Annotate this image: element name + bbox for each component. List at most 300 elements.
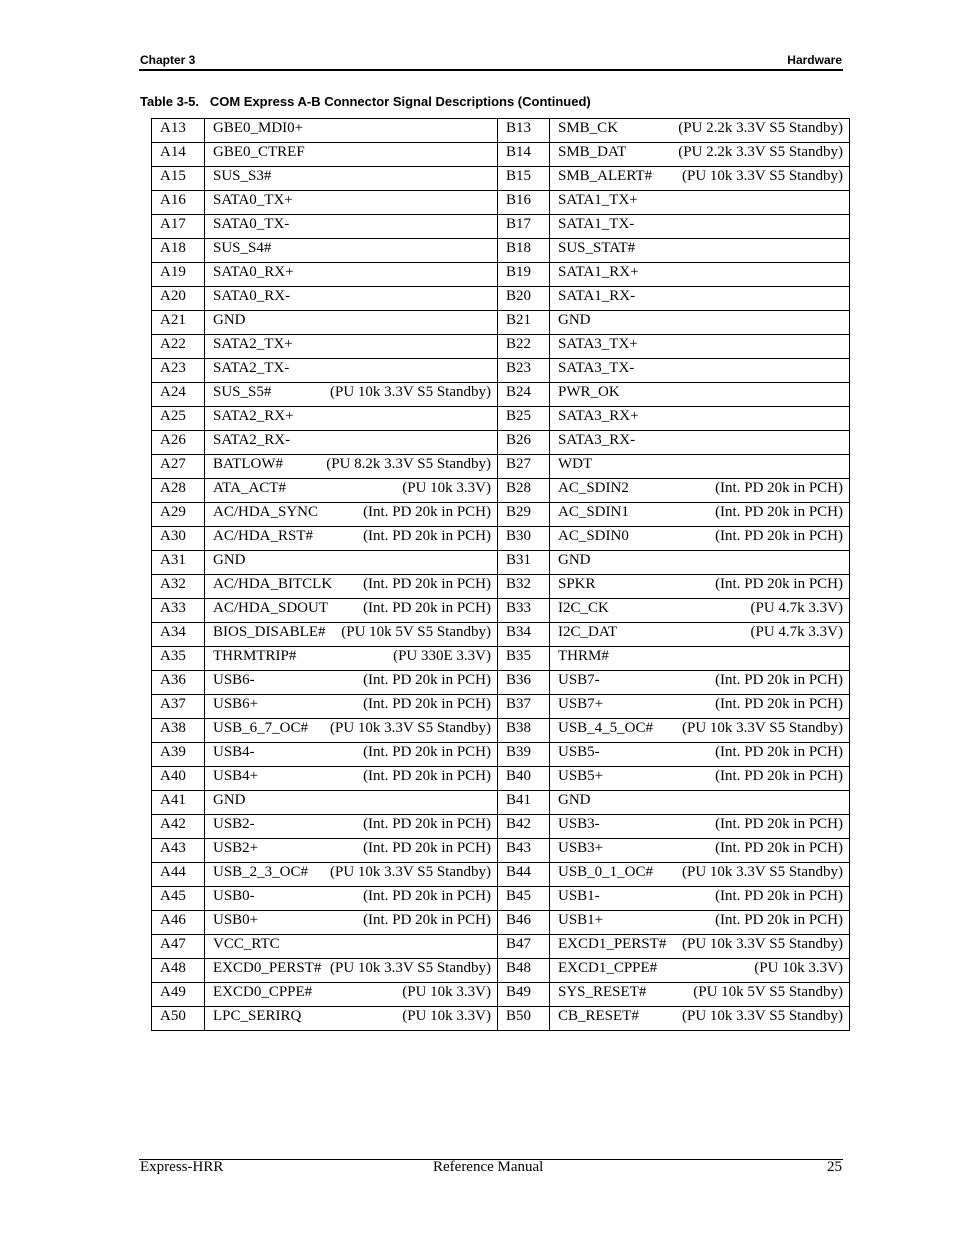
b-signal-cell — [550, 695, 850, 719]
signal-name: GND — [213, 312, 246, 328]
a-pin-cell: A29 — [152, 503, 205, 527]
table-caption: Table 3-5. COM Express A-B Connector Signal Descriptions (Continued) — [140, 94, 591, 109]
a-pin-cell: A27 — [152, 455, 205, 479]
b-signal-cell — [550, 839, 850, 863]
b-signal-cell — [550, 479, 850, 503]
signal-name: AC/HDA_SDOUT — [213, 600, 329, 616]
signal-name: GBE0_CTREF — [213, 144, 305, 160]
signal-table — [151, 118, 850, 1031]
a-pin-cell: A38 — [152, 719, 205, 743]
signal-note: (PU 330E 3.3V) — [393, 648, 491, 664]
b-pin-cell: B26 — [498, 431, 550, 455]
table-row — [152, 743, 850, 767]
a-signal-cell — [205, 455, 498, 479]
signal-name: GND — [213, 552, 246, 568]
a-signal-cell — [205, 599, 498, 623]
table-row — [152, 623, 850, 647]
a-pin-cell: A34 — [152, 623, 205, 647]
signal-name: USB1+ — [558, 912, 604, 928]
table-row — [152, 239, 850, 263]
a-pin-cell: A42 — [152, 815, 205, 839]
table-row — [152, 407, 850, 431]
signal-name: BATLOW# — [213, 456, 283, 472]
signal-name: SMB_ALERT# — [558, 168, 653, 184]
a-pin-cell: A17 — [152, 215, 205, 239]
b-pin-cell: B20 — [498, 287, 550, 311]
table-row — [152, 1007, 850, 1031]
b-signal-cell — [550, 575, 850, 599]
signal-name: BIOS_DISABLE# — [213, 624, 326, 640]
signal-note: (PU 10k 3.3V S5 Standby) — [330, 864, 491, 880]
page-header — [139, 51, 842, 69]
a-pin-cell: A31 — [152, 551, 205, 575]
signal-name: AC_SDIN1 — [558, 504, 629, 520]
signal-name: THRMTRIP# — [213, 648, 297, 664]
signal-name: AC/HDA_RST# — [213, 528, 314, 544]
b-signal-cell — [550, 719, 850, 743]
a-signal-cell — [205, 575, 498, 599]
signal-name: GBE0_MDI0+ — [213, 120, 304, 136]
a-pin-cell: A37 — [152, 695, 205, 719]
signal-note: (PU 10k 3.3V S5 Standby) — [682, 168, 843, 184]
a-signal-cell — [205, 263, 498, 287]
b-pin-cell: B18 — [498, 239, 550, 263]
signal-name: SATA2_RX+ — [213, 408, 294, 424]
signal-note: (Int. PD 20k in PCH) — [715, 840, 843, 856]
signal-note: (PU 10k 3.3V S5 Standby) — [682, 720, 843, 736]
signal-name: THRM# — [558, 648, 609, 664]
a-pin-cell: A39 — [152, 743, 205, 767]
table-row — [152, 887, 850, 911]
b-signal-cell — [550, 383, 850, 407]
a-signal-cell — [205, 959, 498, 983]
table-row — [152, 935, 850, 959]
table-row — [152, 143, 850, 167]
a-pin-cell: A47 — [152, 935, 205, 959]
a-signal-cell — [205, 839, 498, 863]
signal-name: USB5- — [558, 744, 600, 760]
a-pin-cell: A28 — [152, 479, 205, 503]
table-row — [152, 359, 850, 383]
b-pin-cell: B35 — [498, 647, 550, 671]
table-row — [152, 119, 850, 143]
signal-name: SATA0_RX- — [213, 288, 291, 304]
table-row — [152, 647, 850, 671]
a-pin-cell: A15 — [152, 167, 205, 191]
b-signal-cell — [550, 671, 850, 695]
a-pin-cell: A33 — [152, 599, 205, 623]
signal-note: (Int. PD 20k in PCH) — [363, 504, 491, 520]
signal-name: SYS_RESET# — [558, 984, 647, 1000]
a-signal-cell — [205, 431, 498, 455]
b-signal-cell — [550, 815, 850, 839]
signal-note: (PU 10k 3.3V) — [754, 960, 843, 976]
b-pin-cell: B49 — [498, 983, 550, 1007]
b-signal-cell — [550, 167, 850, 191]
table-row — [152, 767, 850, 791]
table-row — [152, 383, 850, 407]
b-pin-cell: B23 — [498, 359, 550, 383]
signal-name: AC_SDIN0 — [558, 528, 629, 544]
footer-page-number: 25 — [827, 1159, 842, 1175]
b-signal-cell — [550, 119, 850, 143]
a-signal-cell — [205, 671, 498, 695]
table-row — [152, 167, 850, 191]
signal-name: USB7- — [558, 672, 600, 688]
table-row — [152, 983, 850, 1007]
a-signal-cell — [205, 695, 498, 719]
signal-note: (Int. PD 20k in PCH) — [715, 696, 843, 712]
signal-note: (PU 10k 5V S5 Standby) — [341, 624, 491, 640]
table-row — [152, 959, 850, 983]
signal-note: (PU 8.2k 3.3V S5 Standby) — [326, 456, 491, 472]
a-signal-cell — [205, 503, 498, 527]
a-signal-cell — [205, 983, 498, 1007]
a-signal-cell — [205, 167, 498, 191]
b-signal-cell — [550, 455, 850, 479]
a-pin-cell: A41 — [152, 791, 205, 815]
signal-note: (PU 10k 5V S5 Standby) — [693, 984, 843, 1000]
signal-name: SATA1_RX- — [558, 288, 636, 304]
a-signal-cell — [205, 479, 498, 503]
b-pin-cell: B16 — [498, 191, 550, 215]
a-pin-cell: A21 — [152, 311, 205, 335]
b-pin-cell: B39 — [498, 743, 550, 767]
b-pin-cell: B44 — [498, 863, 550, 887]
signal-name: USB_4_5_OC# — [558, 720, 654, 736]
a-signal-cell — [205, 887, 498, 911]
a-pin-cell: A45 — [152, 887, 205, 911]
signal-name: USB_6_7_OC# — [213, 720, 309, 736]
signal-name: AC_SDIN2 — [558, 480, 629, 496]
b-signal-cell — [550, 359, 850, 383]
table-row — [152, 863, 850, 887]
signal-note: (Int. PD 20k in PCH) — [363, 888, 491, 904]
signal-name: EXCD1_CPPE# — [558, 960, 658, 976]
b-signal-cell — [550, 959, 850, 983]
signal-name: SMB_CK — [558, 120, 619, 136]
signal-name: SATA2_TX- — [213, 360, 290, 376]
table-row — [152, 599, 850, 623]
signal-note: (Int. PD 20k in PCH) — [715, 816, 843, 832]
a-signal-cell — [205, 383, 498, 407]
signal-note: (PU 10k 3.3V S5 Standby) — [330, 720, 491, 736]
a-signal-cell — [205, 791, 498, 815]
signal-note: (PU 10k 3.3V) — [402, 984, 491, 1000]
b-signal-cell — [550, 767, 850, 791]
a-signal-cell — [205, 551, 498, 575]
a-pin-cell: A50 — [152, 1007, 205, 1031]
a-signal-cell — [205, 143, 498, 167]
b-pin-cell: B14 — [498, 143, 550, 167]
a-pin-cell: A36 — [152, 671, 205, 695]
b-signal-cell — [550, 911, 850, 935]
signal-name: GND — [213, 792, 246, 808]
signal-name: WDT — [558, 456, 593, 472]
signal-name: USB_0_1_OC# — [558, 864, 654, 880]
signal-name: USB0+ — [213, 912, 259, 928]
b-pin-cell: B31 — [498, 551, 550, 575]
a-pin-cell: A49 — [152, 983, 205, 1007]
signal-note: (Int. PD 20k in PCH) — [715, 528, 843, 544]
signal-name: AC/HDA_SYNC — [213, 504, 319, 520]
signal-note: (PU 10k 3.3V S5 Standby) — [682, 864, 843, 880]
b-pin-cell: B24 — [498, 383, 550, 407]
a-signal-cell — [205, 335, 498, 359]
signal-note: (PU 10k 3.3V) — [402, 480, 491, 496]
signal-name: SATA1_TX+ — [558, 192, 638, 208]
a-signal-cell — [205, 311, 498, 335]
signal-name: VCC_RTC — [213, 936, 280, 952]
table-row — [152, 911, 850, 935]
signal-name: USB4+ — [213, 768, 259, 784]
table-row — [152, 551, 850, 575]
signal-note: (Int. PD 20k in PCH) — [363, 816, 491, 832]
a-signal-cell — [205, 239, 498, 263]
b-signal-cell — [550, 335, 850, 359]
signal-note: (PU 4.7k 3.3V) — [750, 624, 843, 640]
table-row — [152, 575, 850, 599]
b-signal-cell — [550, 527, 850, 551]
b-signal-cell — [550, 791, 850, 815]
a-signal-cell — [205, 623, 498, 647]
b-pin-cell: B33 — [498, 599, 550, 623]
b-pin-cell: B42 — [498, 815, 550, 839]
signal-name: LPC_SERIRQ — [213, 1008, 302, 1024]
b-signal-cell — [550, 407, 850, 431]
a-pin-cell: A48 — [152, 959, 205, 983]
signal-name: AC/HDA_BITCLK — [213, 576, 333, 592]
b-signal-cell — [550, 143, 850, 167]
b-signal-cell — [550, 431, 850, 455]
a-signal-cell — [205, 863, 498, 887]
b-signal-cell — [550, 191, 850, 215]
a-signal-cell — [205, 1007, 498, 1031]
table-row — [152, 479, 850, 503]
a-signal-cell — [205, 767, 498, 791]
b-pin-cell: B50 — [498, 1007, 550, 1031]
table-row — [152, 263, 850, 287]
signal-name: SMB_DAT — [558, 144, 627, 160]
b-pin-cell: B15 — [498, 167, 550, 191]
a-pin-cell: A24 — [152, 383, 205, 407]
footer-product: Express-HRR — [140, 1159, 224, 1175]
table-row — [152, 287, 850, 311]
a-signal-cell — [205, 527, 498, 551]
signal-note: (Int. PD 20k in PCH) — [363, 744, 491, 760]
signal-name: EXCD0_CPPE# — [213, 984, 313, 1000]
b-pin-cell: B36 — [498, 671, 550, 695]
signal-name: USB3- — [558, 816, 600, 832]
b-pin-cell: B32 — [498, 575, 550, 599]
signal-note: (Int. PD 20k in PCH) — [715, 672, 843, 688]
signal-note: (PU 10k 3.3V S5 Standby) — [682, 936, 843, 952]
a-pin-cell: A25 — [152, 407, 205, 431]
b-signal-cell — [550, 743, 850, 767]
a-pin-cell: A26 — [152, 431, 205, 455]
table-row — [152, 191, 850, 215]
signal-name: SATA2_TX+ — [213, 336, 293, 352]
a-signal-cell — [205, 719, 498, 743]
a-signal-cell — [205, 911, 498, 935]
a-signal-cell — [205, 359, 498, 383]
a-pin-cell: A23 — [152, 359, 205, 383]
a-signal-cell — [205, 215, 498, 239]
signal-name: USB6- — [213, 672, 255, 688]
signal-note: (PU 10k 3.3V S5 Standby) — [330, 384, 491, 400]
b-signal-cell — [550, 623, 850, 647]
b-pin-cell: B25 — [498, 407, 550, 431]
signal-note: (Int. PD 20k in PCH) — [715, 576, 843, 592]
signal-note: (PU 10k 3.3V S5 Standby) — [330, 960, 491, 976]
a-pin-cell: A46 — [152, 911, 205, 935]
signal-name: I2C_CK — [558, 600, 609, 616]
table-row — [152, 695, 850, 719]
a-signal-cell — [205, 647, 498, 671]
a-pin-cell: A30 — [152, 527, 205, 551]
a-signal-cell — [205, 119, 498, 143]
signal-name: USB5+ — [558, 768, 604, 784]
a-pin-cell: A18 — [152, 239, 205, 263]
signal-name: USB4- — [213, 744, 255, 760]
signal-note: (Int. PD 20k in PCH) — [363, 528, 491, 544]
signal-name: SATA0_TX+ — [213, 192, 293, 208]
b-pin-cell: B43 — [498, 839, 550, 863]
signal-name: USB_2_3_OC# — [213, 864, 309, 880]
a-pin-cell: A16 — [152, 191, 205, 215]
signal-note: (Int. PD 20k in PCH) — [715, 768, 843, 784]
signal-note: (Int. PD 20k in PCH) — [715, 744, 843, 760]
b-signal-cell — [550, 239, 850, 263]
signal-name: SUS_S4# — [213, 240, 272, 256]
b-pin-cell: B17 — [498, 215, 550, 239]
a-pin-cell: A40 — [152, 767, 205, 791]
signal-note: (Int. PD 20k in PCH) — [363, 672, 491, 688]
b-pin-cell: B21 — [498, 311, 550, 335]
signal-name: SUS_S3# — [213, 168, 272, 184]
signal-name: EXCD0_PERST# — [213, 960, 322, 976]
signal-note: (PU 2.2k 3.3V S5 Standby) — [678, 144, 843, 160]
signal-name: GND — [558, 552, 591, 568]
table-row — [152, 815, 850, 839]
table-row — [152, 455, 850, 479]
signal-name: GND — [558, 312, 591, 328]
table-row — [152, 791, 850, 815]
signal-note: (Int. PD 20k in PCH) — [363, 768, 491, 784]
signal-name: GND — [558, 792, 591, 808]
table-row — [152, 719, 850, 743]
b-signal-cell — [550, 599, 850, 623]
a-signal-cell — [205, 743, 498, 767]
b-signal-cell — [550, 647, 850, 671]
signal-name: I2C_DAT — [558, 624, 618, 640]
b-signal-cell — [550, 863, 850, 887]
table-row — [152, 839, 850, 863]
signal-note: (Int. PD 20k in PCH) — [363, 840, 491, 856]
b-pin-cell: B28 — [498, 479, 550, 503]
table-row — [152, 527, 850, 551]
signal-name: SATA3_RX- — [558, 432, 636, 448]
signal-name: ATA_ACT# — [213, 480, 286, 496]
b-pin-cell: B37 — [498, 695, 550, 719]
signal-name: SATA0_TX- — [213, 216, 290, 232]
table-row — [152, 215, 850, 239]
a-signal-cell — [205, 287, 498, 311]
signal-name: SPKR — [558, 576, 596, 592]
b-pin-cell: B48 — [498, 959, 550, 983]
signal-name: SATA1_TX- — [558, 216, 635, 232]
signal-name: PWR_OK — [558, 384, 620, 400]
b-signal-cell — [550, 551, 850, 575]
a-pin-cell: A13 — [152, 119, 205, 143]
a-signal-cell — [205, 815, 498, 839]
b-signal-cell — [550, 503, 850, 527]
a-pin-cell: A43 — [152, 839, 205, 863]
b-pin-cell: B34 — [498, 623, 550, 647]
signal-name: SATA3_TX+ — [558, 336, 638, 352]
b-signal-cell — [550, 983, 850, 1007]
b-signal-cell — [550, 287, 850, 311]
b-pin-cell: B46 — [498, 911, 550, 935]
b-pin-cell: B41 — [498, 791, 550, 815]
b-signal-cell — [550, 935, 850, 959]
signal-name: SATA2_RX- — [213, 432, 291, 448]
table-row — [152, 503, 850, 527]
signal-name: CB_RESET# — [558, 1008, 639, 1024]
a-pin-cell: A32 — [152, 575, 205, 599]
header-rule — [139, 69, 843, 71]
signal-name: USB2+ — [213, 840, 259, 856]
signal-note: (PU 4.7k 3.3V) — [750, 600, 843, 616]
b-pin-cell: B40 — [498, 767, 550, 791]
a-pin-cell: A22 — [152, 335, 205, 359]
a-pin-cell: A35 — [152, 647, 205, 671]
table-row — [152, 311, 850, 335]
signal-name: SUS_STAT# — [558, 240, 636, 256]
signal-note: (Int. PD 20k in PCH) — [363, 696, 491, 712]
signal-note: (PU 2.2k 3.3V S5 Standby) — [678, 120, 843, 136]
a-pin-cell: A20 — [152, 287, 205, 311]
b-pin-cell: B30 — [498, 527, 550, 551]
b-pin-cell: B22 — [498, 335, 550, 359]
signal-note: (Int. PD 20k in PCH) — [363, 576, 491, 592]
signal-name: SUS_S5# — [213, 384, 272, 400]
signal-note: (Int. PD 20k in PCH) — [715, 480, 843, 496]
signal-note: (Int. PD 20k in PCH) — [363, 912, 491, 928]
a-pin-cell: A14 — [152, 143, 205, 167]
signal-name: USB7+ — [558, 696, 604, 712]
signal-name: USB0- — [213, 888, 255, 904]
signal-note: (Int. PD 20k in PCH) — [715, 888, 843, 904]
a-pin-cell: A19 — [152, 263, 205, 287]
footer-doc-title: Reference Manual — [433, 1159, 544, 1175]
signal-note: (PU 10k 3.3V) — [402, 1008, 491, 1024]
signal-note: (Int. PD 20k in PCH) — [715, 912, 843, 928]
a-signal-cell — [205, 191, 498, 215]
chapter-label: Chapter 3 — [140, 53, 196, 67]
b-signal-cell — [550, 263, 850, 287]
signal-note: (Int. PD 20k in PCH) — [363, 600, 491, 616]
signal-name: USB6+ — [213, 696, 259, 712]
b-pin-cell: B19 — [498, 263, 550, 287]
b-pin-cell: B29 — [498, 503, 550, 527]
signal-name: SATA3_RX+ — [558, 408, 639, 424]
signal-name: USB2- — [213, 816, 255, 832]
table-row — [152, 431, 850, 455]
b-signal-cell — [550, 887, 850, 911]
b-pin-cell: B27 — [498, 455, 550, 479]
b-pin-cell: B47 — [498, 935, 550, 959]
